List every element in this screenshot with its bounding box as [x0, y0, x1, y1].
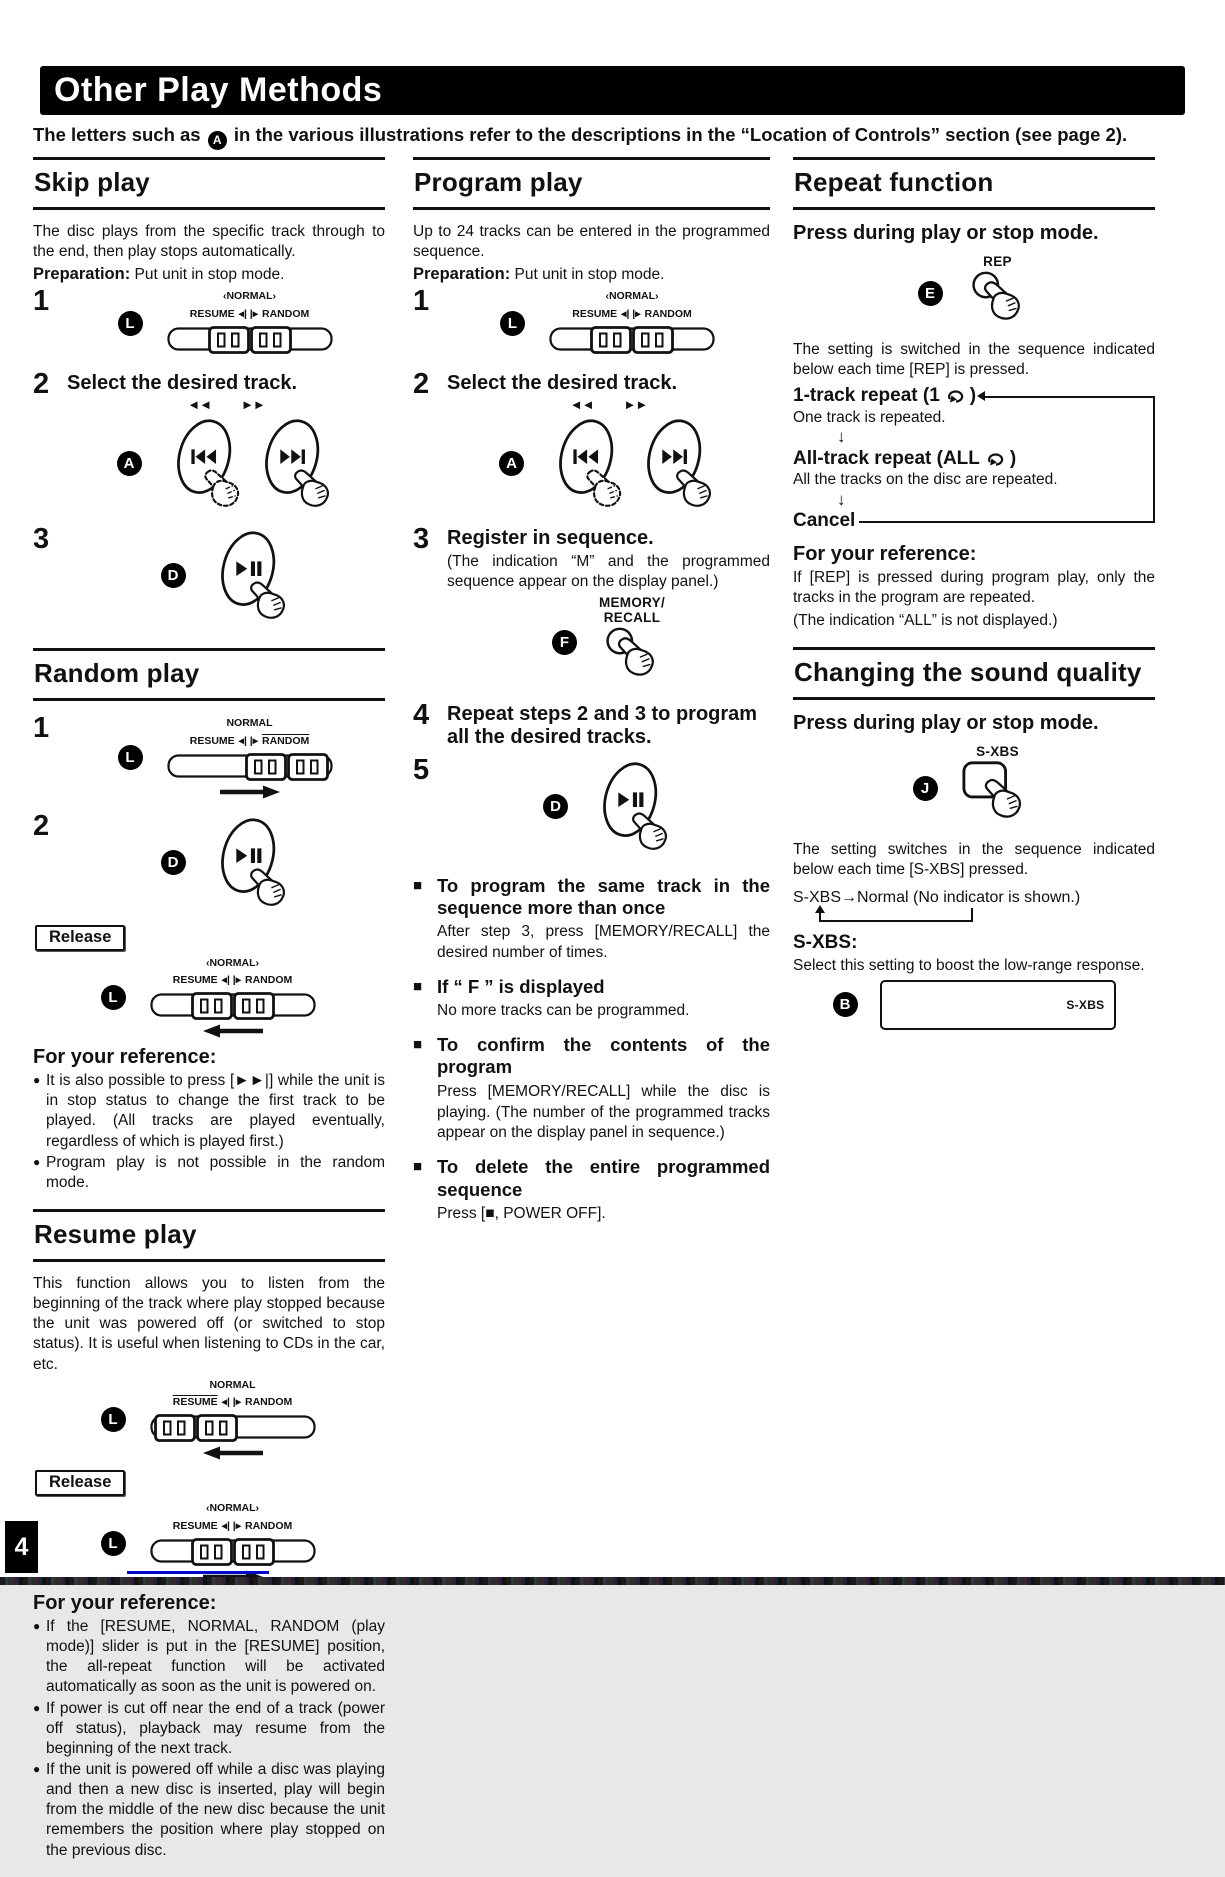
slider-illustration-center [148, 989, 318, 1023]
preparation-text: Put unit in stop mode. [514, 266, 665, 284]
control-letter-a: A [499, 451, 524, 476]
step-1 [33, 286, 385, 365]
bullet-marker: ● [33, 1073, 41, 1088]
slider-illustration-center [165, 323, 335, 357]
bullet-text: If the unit is powered off while a disc was playing and then a new disc is inserted, play will begin from the middle of the new disc because the unit remembers the position where play stopped on the previous disc. [46, 1761, 385, 1859]
square-marker: ■ [413, 978, 423, 996]
step-number: 2 [33, 367, 50, 400]
intro-note [33, 124, 1193, 150]
sxbs-button-illustration [960, 760, 1036, 832]
section-title: Random play [33, 648, 385, 701]
step-number: 1 [33, 711, 50, 744]
slider-ticks: ◂| |▸ [238, 307, 259, 320]
step-4 [413, 700, 770, 751]
step-1 [413, 286, 770, 365]
repeat-mode-row [793, 447, 1139, 471]
step-number: 3 [33, 522, 50, 555]
section-sound-quality [793, 647, 1155, 1029]
section-program-play [413, 157, 770, 1225]
play-button-figure [67, 815, 385, 911]
play-mode-slider [165, 717, 335, 799]
bullet-marker: ● [33, 1154, 41, 1169]
slider-figure [33, 1379, 385, 1461]
play-pause-button-illustration [590, 759, 674, 855]
slider-figure-release [33, 957, 385, 1039]
section-repeat-function [793, 157, 1155, 631]
control-letter-a: A [117, 451, 142, 476]
memory-button-figure [447, 596, 770, 688]
step-2 [33, 369, 385, 520]
slider-ticks: ◂| |▸ [221, 974, 242, 987]
skip-icons-row [67, 397, 385, 412]
step-number: 2 [33, 809, 50, 842]
step-number: 2 [413, 367, 430, 400]
prev-button-illustration [546, 416, 630, 512]
slider-figure [67, 290, 385, 357]
note-block [413, 976, 770, 1022]
section-title: Skip play [33, 157, 385, 210]
note-title: To delete the entire programmed sequence [437, 1156, 770, 1200]
skip-icons-row [447, 397, 770, 412]
rep-button-figure [793, 255, 1155, 332]
reference-text: (The indication “ALL” is not displayed.) [793, 612, 1058, 630]
slider-label-normal: NORMAL [226, 716, 273, 729]
control-letter-l: L [101, 1407, 126, 1432]
play-button-figure [67, 528, 385, 624]
slider-illustration-left [148, 1411, 318, 1445]
column-right [793, 157, 1155, 1046]
skip-buttons-figure [447, 416, 770, 512]
repeat-mode-1: 1-track repeat (1 ) [793, 385, 977, 407]
bullet-marker: ● [33, 1619, 41, 1634]
play-mode-slider [165, 290, 335, 357]
step-note: (The indication “M” and the programmed sequence appear on the display panel.) [447, 552, 770, 591]
section-skip-play [33, 157, 385, 632]
step-heading: Select the desired track. [67, 371, 298, 394]
step-number: 1 [33, 285, 50, 318]
letter-badge-a: A [208, 131, 227, 150]
section-subtitle: Press during play or stop mode. [793, 712, 1099, 735]
repeat-mode-row [793, 509, 1139, 533]
section-resume-play [33, 1209, 385, 1861]
display-panel-illustration [880, 980, 1116, 1030]
step-heading: Repeat steps 2 and 3 to program all the desired tracks. [447, 702, 758, 748]
slider-label-random: RANDOM [262, 734, 310, 747]
step-heading: Select the desired track. [447, 371, 678, 394]
play-pause-button-illustration [208, 815, 292, 911]
loop-bracket [1153, 397, 1155, 522]
scan-edge-strip [0, 1577, 1225, 1585]
repeat-mode-2: All-track repeat (ALL ) [793, 447, 1017, 469]
square-marker: ■ [413, 1158, 423, 1176]
loop-connector-bottom [855, 509, 1155, 525]
slider-ticks: ◂| |▸ [221, 1396, 242, 1409]
section-intro: Up to 24 tracks can be entered in the programmed sequence. [413, 223, 770, 261]
repeat-description: The setting is switched in the sequence indicated below each time [REP] is pressed. [793, 340, 1155, 378]
prev-icon: ◄◄ [569, 396, 594, 412]
sxbs-button-label: S-XBS [976, 744, 1019, 760]
slider-figure [67, 717, 385, 799]
repeat-loop-icon [985, 451, 1005, 467]
slider-label-resume: RESUME [189, 307, 235, 320]
next-icon: ►► [623, 396, 648, 412]
sxbs-heading: S-XBS: [793, 931, 858, 953]
control-letter-f: F [552, 630, 577, 655]
section-title: Resume play [33, 1209, 385, 1262]
preparation-line [33, 265, 385, 284]
slider-label-row [173, 1520, 293, 1534]
slider-label-row [190, 735, 310, 749]
control-letter-d: D [161, 563, 186, 588]
square-marker: ■ [413, 1036, 423, 1054]
sxbs-indicator: S-XBS [1066, 997, 1105, 1012]
step-number: 4 [413, 698, 430, 731]
next-button-illustration [634, 416, 718, 512]
sxbs-cycle-loop [819, 908, 973, 922]
section-title: Changing the sound quality [793, 647, 1155, 700]
sxbs-description: The setting switches in the sequence indicated below each time [S-XBS] pressed. [793, 841, 1155, 879]
release-label: Release [49, 1473, 112, 1492]
slider-illustration-right [165, 750, 335, 784]
page-title: Other Play Methods [54, 71, 383, 109]
arrow-right-icon [218, 785, 282, 799]
slider-label-random: RANDOM [262, 307, 310, 320]
play-mode-slider [148, 1379, 318, 1461]
preparation-label: Preparation: [33, 265, 131, 284]
section-intro: The disc plays from the specific track through to the end, then play stops automatically. [33, 223, 385, 261]
repeat-mode-2-desc: All the tracks on the disc are repeated. [793, 471, 1058, 489]
step-1 [33, 713, 385, 807]
slider-label-normal: NORMAL [209, 1378, 256, 1391]
note-title: If “ F ” is displayed [437, 976, 605, 998]
column-left [33, 157, 385, 1877]
control-letter-b: B [833, 992, 858, 1017]
note-block [413, 1034, 770, 1144]
control-letter-l: L [500, 311, 525, 336]
control-letter-l: L [118, 745, 143, 770]
slider-label-random: RANDOM [245, 974, 293, 987]
step-5 [413, 755, 770, 863]
slider-label-normal: ‹NORMAL› [222, 290, 277, 303]
slider-label-row [572, 308, 692, 322]
step-heading: Register in sequence. [447, 526, 654, 549]
slider-illustration-center [148, 1535, 318, 1569]
note-block [413, 1156, 770, 1224]
note-body: After step 3, press [MEMORY/RECALL] the desired number of times. [437, 923, 770, 962]
skip-buttons-figure [67, 416, 385, 512]
release-label-box [35, 925, 125, 951]
repeat-mode-cancel: Cancel [793, 510, 856, 532]
slider-label-normal: ‹NORMAL› [205, 1502, 260, 1515]
slider-label-random: RANDOM [245, 1396, 293, 1409]
prev-icon: ◄◄ [187, 396, 211, 412]
intro-suffix: in the various illustrations refer to the descriptions in the “Location of Controls” section (see page 2). [233, 124, 1128, 145]
loop-connector-top [976, 384, 1155, 400]
step-2 [33, 811, 385, 919]
slider-ticks: ◂| |▸ [221, 1520, 242, 1533]
down-arrow: ↓ [837, 489, 846, 509]
next-button-illustration [252, 416, 336, 512]
control-letter-e: E [918, 281, 943, 306]
play-mode-slider [148, 957, 318, 1039]
reference-title: For your reference: [33, 1046, 217, 1069]
note-title: To program the same track in the sequence more than once [437, 874, 770, 919]
note-body: No more tracks can be programmed. [437, 1002, 690, 1020]
repeat-mode-1-desc: One track is repeated. [793, 408, 946, 426]
release-label: Release [49, 927, 112, 946]
slider-label-resume: RESUME [172, 1520, 218, 1533]
note-body: Press [■, POWER OFF]. [437, 1204, 606, 1222]
step-3 [413, 524, 770, 696]
step-3 [33, 524, 385, 632]
play-button-figure [447, 759, 770, 855]
play-mode-slider [547, 290, 717, 357]
slider-illustration-center [547, 323, 717, 357]
arrow-left-icon [201, 1024, 265, 1038]
bullet-text: If power is cut off near the end of a track (power off status), playback may resume from the beginning of the next track. [46, 1699, 385, 1757]
control-letter-d: D [543, 794, 568, 819]
section-subtitle: Press during play or stop mode. [793, 222, 1099, 244]
slider-label-row [190, 308, 310, 322]
reference-bullet [33, 1760, 385, 1861]
slider-label-row [173, 1396, 293, 1410]
slider-label-normal: ‹NORMAL› [205, 956, 260, 969]
repeat-sequence-diagram [793, 384, 1155, 533]
step-number: 5 [413, 753, 430, 786]
slider-label-row [173, 974, 293, 988]
step-2 [413, 369, 770, 520]
bullet-marker: ● [33, 1762, 41, 1777]
control-letter-l: L [101, 985, 126, 1010]
page-number: 4 [5, 1521, 38, 1573]
reference-text: If [REP] is pressed during program play, only the tracks in the program are repeated. [793, 569, 1155, 607]
section-random-play [33, 648, 385, 1193]
memory-recall-button-illustration [599, 626, 665, 688]
slider-label-random: RANDOM [245, 1520, 293, 1533]
preparation-label: Preparation: [413, 265, 511, 284]
sxbs-button-figure [793, 745, 1155, 832]
slider-label-resume: RESUME [172, 1396, 218, 1409]
note-block [413, 875, 770, 964]
reference-title: For your reference: [33, 1592, 217, 1615]
control-letter-l: L [101, 1531, 126, 1556]
page-title-bar [40, 66, 1185, 115]
column-middle [413, 157, 770, 1241]
next-icon: ►► [241, 396, 265, 412]
square-marker: ■ [413, 876, 423, 894]
down-arrow: ↓ [837, 427, 846, 447]
reference-title: For your reference: [793, 543, 977, 566]
display-figure [793, 980, 1155, 1030]
release-label-box [35, 1470, 125, 1496]
intro-prefix: The letters such as [33, 124, 201, 145]
section-title: Repeat function [793, 157, 1155, 210]
reference-bullet [33, 1699, 385, 1759]
slider-label-resume: RESUME [172, 974, 218, 987]
preparation-text: Put unit in stop mode. [134, 266, 285, 284]
memory-recall-label: MEMORY/ RECALL [598, 595, 666, 626]
step-number: 3 [413, 522, 430, 555]
sxbs-setting-desc: Select this setting to boost the low-range response. [793, 956, 1145, 974]
bullet-text: If the [RESUME, NORMAL, RANDOM (play mode)] slider is put in the [RESUME] position, the all-repeat function will be activated automatically as soon as the unit is powered on. [46, 1618, 385, 1696]
section-title: Program play [413, 157, 770, 210]
prev-button-illustration [164, 416, 248, 512]
reference-bullet [33, 1617, 385, 1698]
note-title: To confirm the contents of the program [437, 1034, 770, 1078]
bullet-marker: ● [33, 1700, 41, 1715]
rep-button-illustration [965, 270, 1031, 332]
play-pause-button-illustration [208, 528, 292, 624]
repeat-mode-row [793, 384, 1139, 408]
slider-ticks: ◂| |▸ [238, 734, 259, 747]
reference-bullet [33, 1153, 385, 1193]
sxbs-cycle-text: S-XBS→Normal (No indicator is shown.) [793, 888, 1081, 906]
rep-button-label: REP [983, 254, 1012, 269]
slider-label-random: RANDOM [644, 307, 692, 320]
section-intro: This function allows you to listen from the beginning of the track where play stopped because the unit was powered off (or switched to stop status). It is useful when listening to CDs in the car, etc. [33, 1275, 385, 1373]
scan-blue-line [127, 1571, 269, 1574]
slider-label-resume: RESUME [189, 734, 235, 747]
control-letter-d: D [161, 850, 186, 875]
preparation-line [413, 265, 770, 284]
control-letter-l: L [118, 311, 143, 336]
slider-ticks: ◂| |▸ [621, 307, 641, 320]
slider-figure [447, 290, 770, 357]
arrow-left-icon [201, 1446, 265, 1460]
reference-bullet [33, 1071, 385, 1152]
slider-label-normal: ‹NORMAL› [605, 290, 659, 303]
bullet-text: It is also possible to press [►►|] while the unit is in stop status to change the first track to be played. (All tracks are played eventually, regardless of which is played first.) [46, 1072, 385, 1150]
repeat-loop-icon [945, 388, 965, 404]
control-letter-j: J [913, 776, 938, 801]
step-number: 1 [413, 285, 430, 318]
slider-label-resume: RESUME [572, 307, 618, 320]
bullet-text: Program play is not possible in the random mode. [46, 1153, 385, 1191]
note-body: Press [MEMORY/RECALL] while the disc is playing. (The number of the programmed tracks appear on the display panel in sequence.) [437, 1082, 770, 1142]
